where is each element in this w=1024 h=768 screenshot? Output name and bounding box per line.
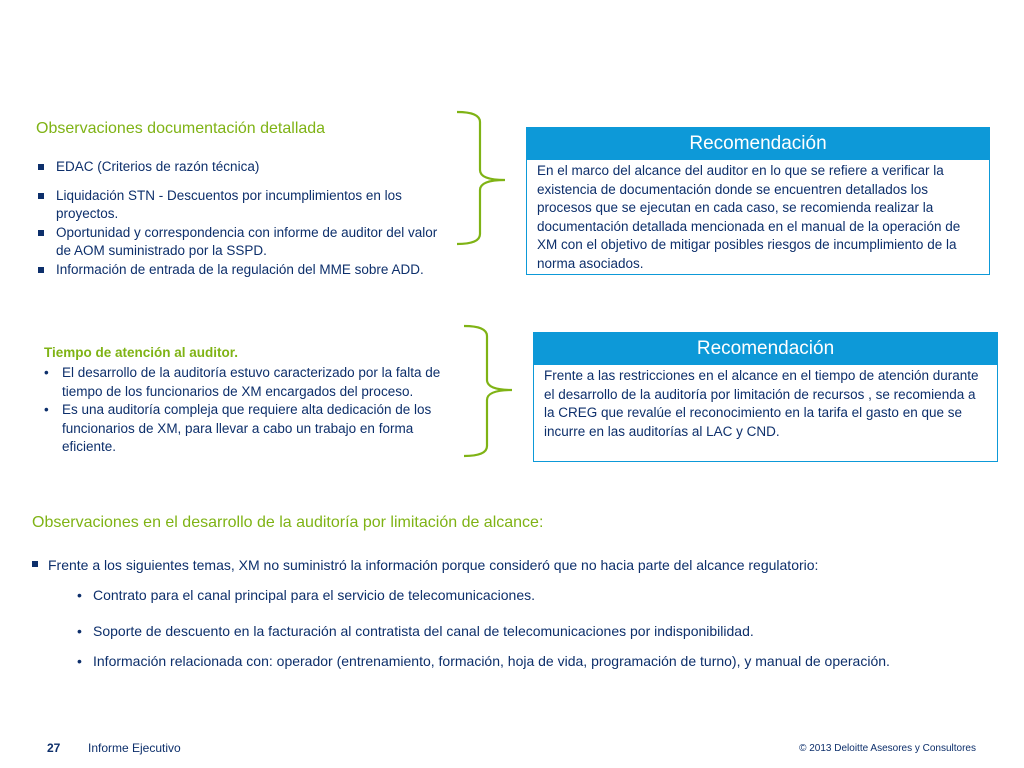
section3-title: Observaciones en el desarrollo de la auditoría por limitación de alcance: xyxy=(32,514,544,531)
list-item: Información de entrada de la regulación del MME sobre ADD. xyxy=(36,261,448,280)
section1-title: Observaciones documentación detallada xyxy=(36,120,326,137)
list-item: Liquidación STN - Descuentos por incumplimientos en los proyectos. xyxy=(36,187,448,224)
list-item: EDAC (Criterios de razón técnica) xyxy=(36,158,448,177)
section2-title: Tiempo de atención al auditor. xyxy=(44,345,239,360)
list-item: • Soporte de descuento en la facturación al contratista del canal de telecomunicaciones por indisponibilidad. xyxy=(32,622,952,640)
list-item: Frente a los siguientes temas, XM no suministró la información porque consideró que no hacia parte del alcance regulatorio: xyxy=(32,556,952,574)
section1-list xyxy=(36,158,448,279)
list-item: • Es una auditoría compleja que requiere alta dedicación de los funcionarios de XM, para llevar a cabo un trabajo en forma eficiente. xyxy=(42,401,458,457)
bracket-icon xyxy=(455,108,515,248)
recommendation-heading: Recomendación xyxy=(534,333,997,365)
recommendation-box-1 xyxy=(526,127,990,275)
page-number: 27 xyxy=(47,741,61,755)
recommendation-text: En el marco del alcance del auditor en lo que se refiere a verificar la existencia de documentación donde se encuentren detallados los procesos que se ejecutan en cada caso, se recomienda realizar la documentación detallada mencionada en el manual de la operación de XM con el objetivo de mitigar posibles riesgos de incumplimiento de la norma asociados. xyxy=(537,163,961,271)
copyright-text: © 2013 Deloitte Asesores y Consultores xyxy=(799,743,976,754)
recommendation-text: Frente a las restricciones en el alcance en el tiempo de atención durante el desarrollo de la auditoría por limitación de recursos , se recomienda a la CREG que revalúe el reconocimiento en la tarifa el gasto en que se incurre en las auditorías al LAC y CND. xyxy=(544,368,979,439)
list-item: • Contrato para el canal principal para el servicio de telecomunicaciones. xyxy=(32,586,952,604)
report-label: Informe Ejecutivo xyxy=(88,741,181,755)
section3-list xyxy=(32,556,952,670)
section2-list xyxy=(42,364,458,457)
bracket-icon xyxy=(462,322,522,462)
list-item: Oportunidad y correspondencia con informe de auditor del valor de AOM suministrado por la SSPD. xyxy=(36,224,448,261)
list-item: • El desarrollo de la auditoría estuvo caracterizado por la falta de tiempo de los funcionarios de XM encargados del proceso. xyxy=(42,364,458,401)
recommendation-box-2 xyxy=(533,332,998,462)
recommendation-heading: Recomendación xyxy=(527,128,989,160)
list-item: • Información relacionada con: operador (entrenamiento, formación, hoja de vida, programación de turno), y manual de operación. xyxy=(32,652,952,670)
